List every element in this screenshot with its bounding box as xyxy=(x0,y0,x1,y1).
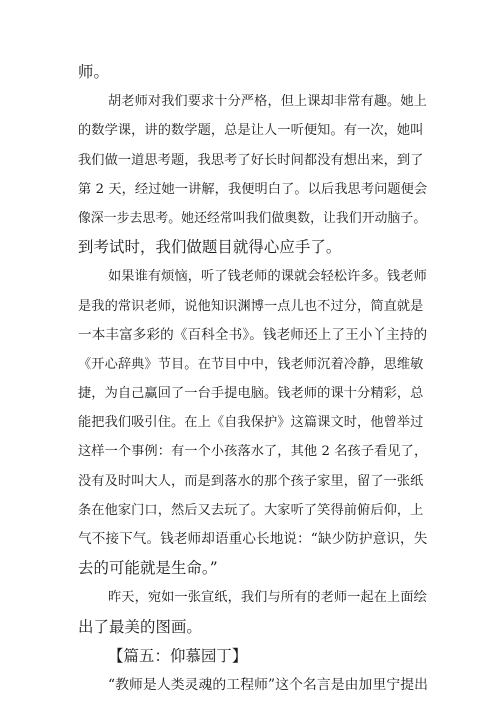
text-line: 这样一个事例：有一个小孩落水了，其他 2 名孩子看见了， xyxy=(78,444,428,460)
text-line: 能把我们吸引住。在上《自我保护》这篇课文时，他曾举过 xyxy=(78,415,424,431)
text-line: 捷，为自己赢回了一台手提电脑。钱老师的课十分精彩，总 xyxy=(78,386,424,402)
text-line: 像深一步去思考。她还经常叫我们做奥数，让我们开动脑子。 xyxy=(78,210,427,226)
text-line: 没有及时叫大人，而是到落水的那个孩子家里，留了一张纸 xyxy=(78,473,424,489)
text-line: 昨天，宛如一张宣纸，我们与所有的老师一起在上面绘 xyxy=(108,590,427,606)
text-line: 去的可能就是生命。” xyxy=(78,559,218,578)
text-line: 到考试时，我们做题目就得心应手了。 xyxy=(78,238,342,257)
text-line: 出了最美的图画。 xyxy=(78,617,202,636)
text-line: 如果谁有烦恼，听了钱老师的课就会轻松许多。钱老师 xyxy=(108,269,427,285)
text-line: 是我的常识老师，说他知识渊博一点儿也不过分，简直就是 xyxy=(78,298,424,314)
text-line: 胡老师对我们要求十分严格，但上课却非常有趣。她上 xyxy=(108,94,427,110)
text-line: 的数学课，讲的数学题，总是让人一听便知。有一次，她叫 xyxy=(78,123,424,139)
document-body xyxy=(78,58,428,700)
text-line: 师。 xyxy=(78,63,109,81)
text-line: 一本丰富多彩的《百科全书》。钱老师还上了王小丫主持的 xyxy=(78,326,428,343)
section-heading: 【篇五：仰慕园丁】 xyxy=(108,646,248,665)
text-line: 条在他家门口，然后又去玩了。大家听了笑得前俯后仰，上 xyxy=(78,502,424,518)
text-line: 第 2 天，经过她一讲解，我便明白了。以后我思考问题便会 xyxy=(78,181,428,197)
text-line: 气不接下气。钱老师却语重心长地说：“缺少防护意识，失 xyxy=(78,531,428,547)
text-line: 《开心辞典》节目。在节目中中，钱老师沉着冷静，思维敏 xyxy=(78,356,424,372)
text-line: 我们做一道思考题，我思考了好长时间都没有想出来，到了 xyxy=(78,152,424,168)
text-line: “教师是人类灵魂的工程师”这个名言是由加里宁提出 xyxy=(108,676,429,693)
